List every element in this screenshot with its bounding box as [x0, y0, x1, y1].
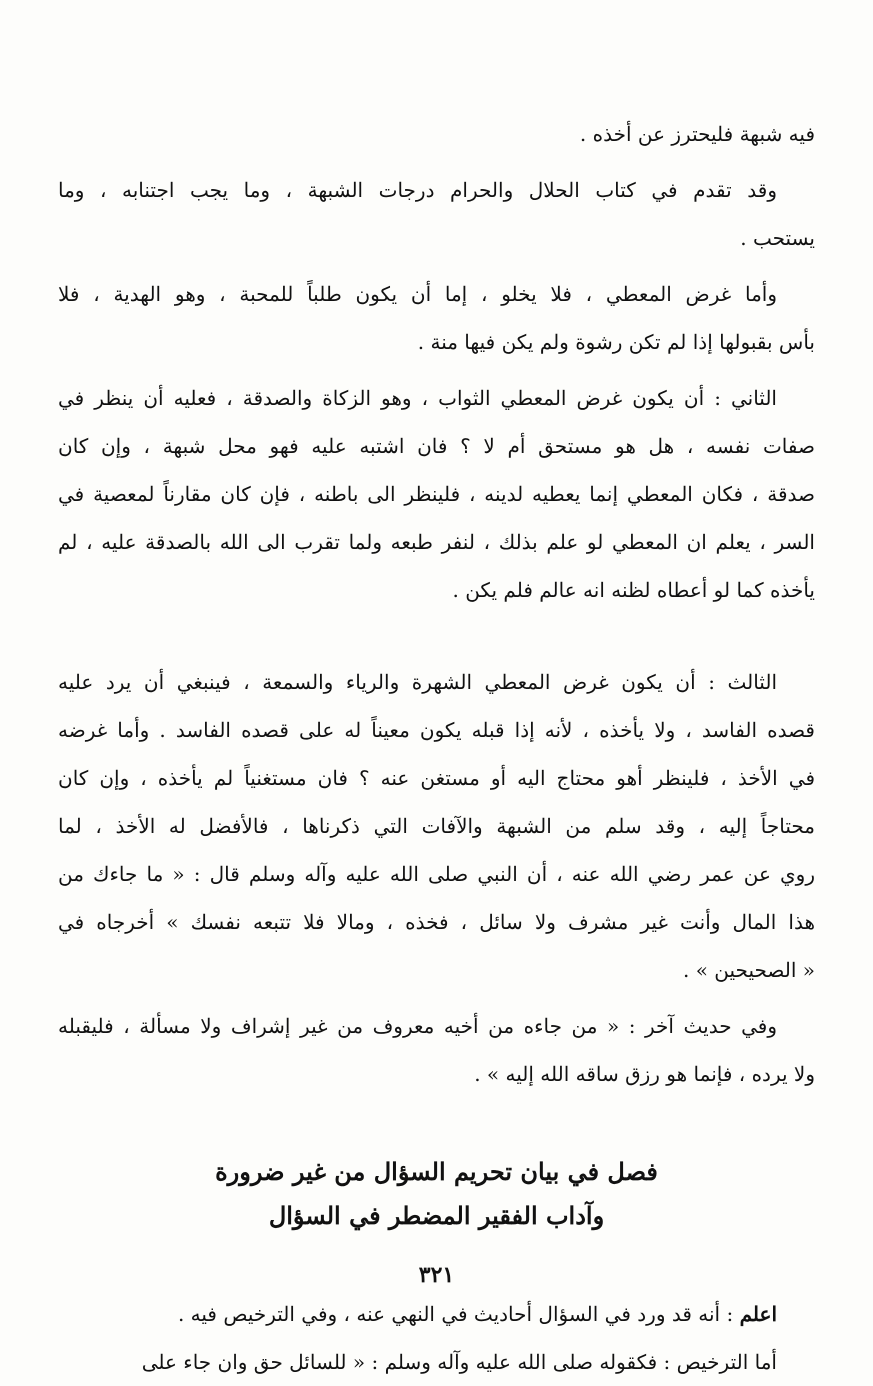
paragraph: [58, 374, 815, 614]
text-run: : أنه قد ورد في السؤال أحاديث في النهي عنه ، وفي الترخيص فيه .: [177, 1302, 740, 1326]
paragraph: [58, 110, 815, 158]
text-line: روي عن عمر رضي الله عنه ، أن النبي صلى الله عليه وآله وسلم قال : « ما جاءك من: [58, 862, 815, 886]
text-line: هذا المال وأنت غير مشرف ولا سائل ، فخذه ، ومالا فلا تتبعه نفسك » أخرجاه في: [58, 910, 815, 934]
text-line: [58, 1290, 815, 1338]
text-line: بأس بقبولها إذا لم تكن رشوة ولم يكن فيها منة .: [417, 330, 815, 354]
text-line: صفات نفسه ، هل هو مستحق أم لا ؟ فان اشتبه عليه فهو محل شبهة ، وإن كان: [58, 434, 815, 458]
text-line: وفي حديث آخر : « من جاءه من أخيه معروف من غير إشراف ولا مسألة ، فليقبله: [58, 1014, 777, 1038]
paragraph: [58, 166, 815, 262]
text-line: محتاجاً إليه ، وقد سلم من الشبهة والآفات التي ذكرناها ، فالأفضل له الأخذ ، لما: [58, 814, 815, 838]
text-line: وأما غرض المعطي ، فلا يخلو ، إما أن يكون طلباً للمحبة ، وهو الهدية ، فلا: [58, 282, 777, 306]
text-line: وقد تقدم في كتاب الحلال والحرام درجات الشبهة ، وما يجب اجتنابه ، وما: [58, 178, 777, 202]
text-line: يأخذه كما لو أعطاه لظنه انه عالم فلم يكن .: [452, 578, 815, 602]
text-line: قصده الفاسد ، ولا يأخذه ، لأنه إذا قبله يكون معيناً له على قصده الفاسد . وأما غرضه: [58, 718, 815, 742]
lead-word: اعلم: [739, 1302, 777, 1326]
heading-line: وآداب الفقير المضطر في السؤال: [268, 1201, 605, 1230]
text-line: في الأخذ ، فلينظر أهو محتاج اليه أو مستغن عنه ؟ فان مستغنياً لم يأخذه ، وإن كان: [58, 766, 815, 790]
page-number: ٣٢١: [418, 1262, 455, 1288]
text-line: « الصحيحين » .: [682, 958, 815, 982]
text-line: يستحب .: [740, 226, 815, 250]
text-line: صدقة ، فكان المعطي إنما يعطيه لدينه ، فلينظر الى باطنه ، فإن كان مقارناً لمعصية في: [58, 482, 815, 506]
text-line: السر ، يعلم ان المعطي لو علم بذلك ، لنفر طبعه ولما تقرب الى الله بالصدقة عليه ، لم: [58, 530, 815, 554]
text-line: الثاني : أن يكون غرض المعطي الثواب ، وهو الزكاة والصدقة ، فعليه أن ينظر في: [58, 386, 777, 410]
section-heading: [58, 1150, 815, 1238]
text-line: ولا يرده ، فإنما هو رزق ساقه الله إليه » .: [474, 1062, 815, 1086]
text-line: الثالث : أن يكون غرض المعطي الشهرة والرياء والسمعة ، فينبغي أن يرد عليه: [58, 670, 777, 694]
text-line: أما الترخيص : فكقوله صلى الله عليه وآله وسلم : « للسائل حق وان جاء على: [141, 1350, 777, 1374]
heading-line: فصل في بيان تحريم السؤال من غير ضرورة: [215, 1157, 658, 1186]
paragraph: [58, 658, 815, 994]
paragraph: [58, 270, 815, 366]
paragraph: [58, 1290, 815, 1386]
text-line: فيه شبهة فليحترز عن أخذه .: [579, 122, 815, 146]
paragraph: [58, 1002, 815, 1098]
